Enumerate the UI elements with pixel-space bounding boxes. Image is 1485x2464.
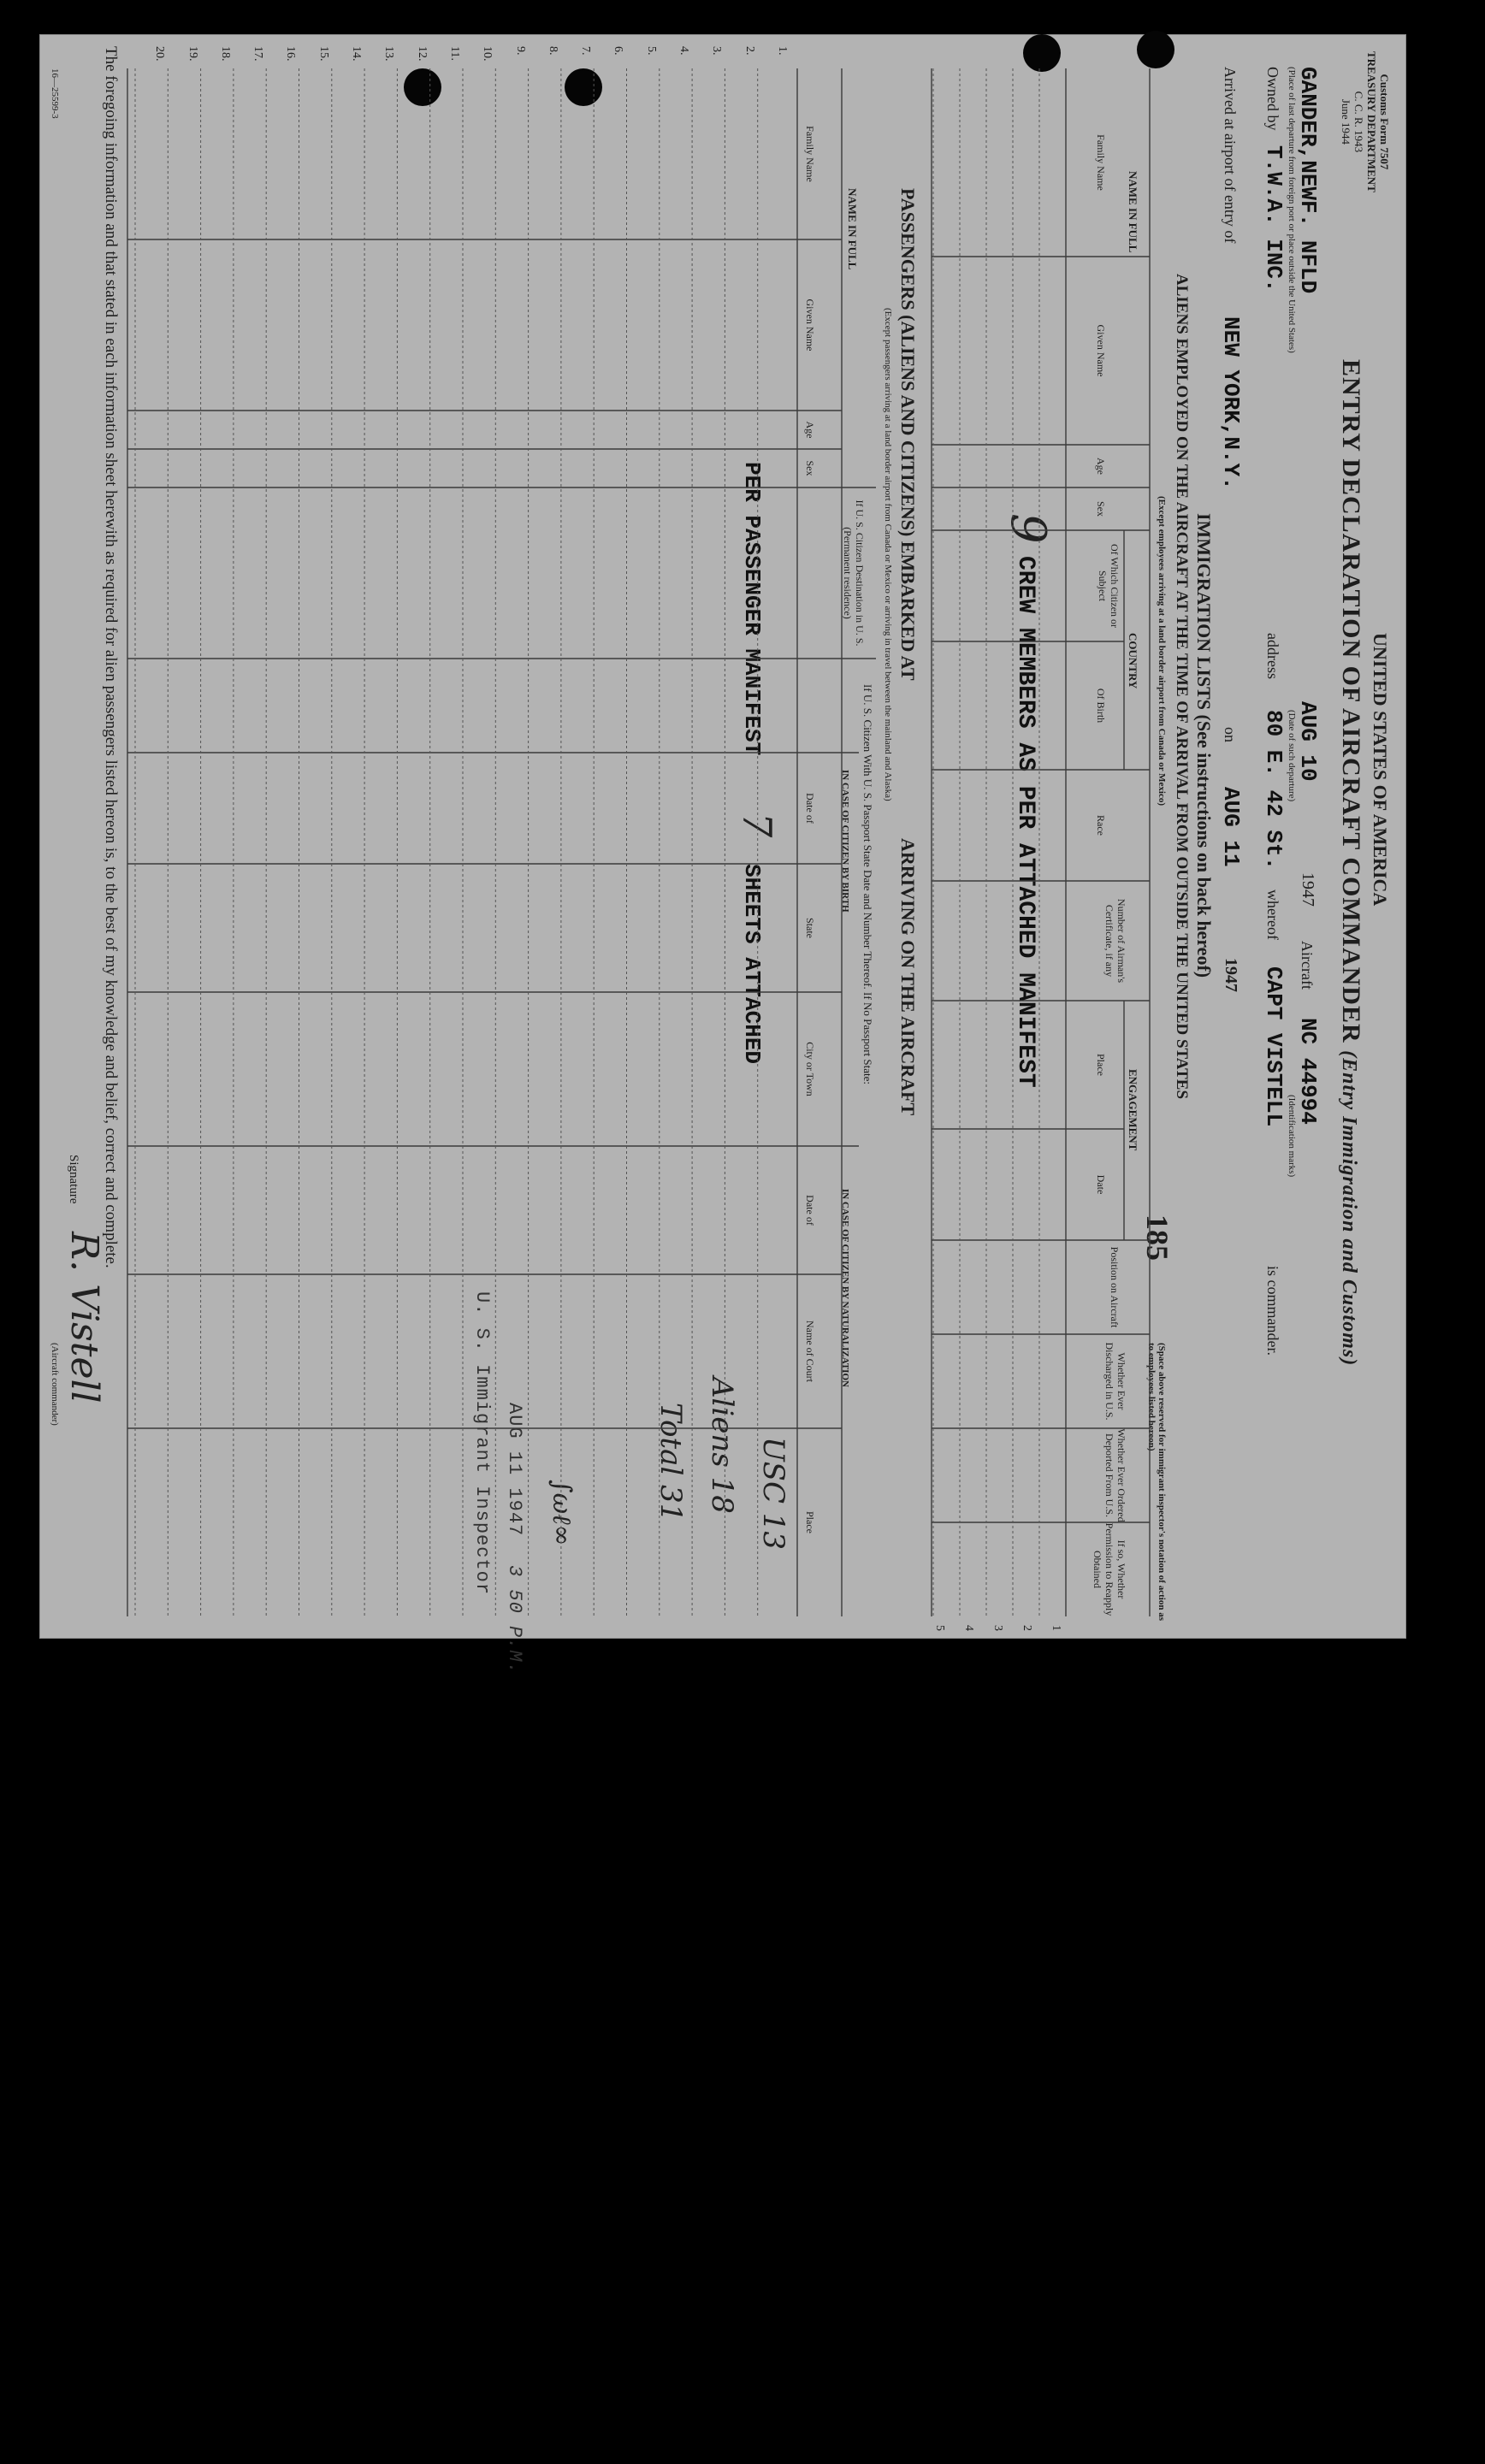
crew-count-handwritten: 9 [1000, 513, 1056, 544]
footer-statement: The foregoing information and that stated in each information sheet herewith as required for alien passengers listed hereon is, to the best of my knowledge and belief, correct and complete. [102, 46, 120, 1268]
crew-col-sex: Sex [1095, 501, 1107, 517]
crew-name-header: NAME IN FULL [1127, 171, 1139, 253]
form-title-main: ENTRY DECLARATION OF AIRCRAFT COMMANDER [1337, 359, 1365, 1043]
arrival-label: Arrived at airport of entry of [1222, 67, 1239, 244]
crew-col-deported: Whether Ever Ordered Deported From U.S. [1103, 1428, 1127, 1522]
reserved-note: (Space above reserved for immigrant inspector's notation of action as to employees listed hereon) [1146, 1343, 1167, 1621]
passenger-row-number: 12. [415, 46, 429, 62]
commander-suffix: is commander. [1264, 1266, 1281, 1356]
arrival-airport: NEW YORK,N.Y. [1218, 316, 1244, 490]
departure-date-caption: (Date of such departure) [1287, 710, 1297, 802]
passenger-birth-header: IN CASE OF CITIZEN BY BIRTH [840, 770, 850, 913]
departure-place-caption: (Place of last departure from foreign port or place outside the United States) [1287, 67, 1297, 353]
tally-total: Total 31 [654, 1403, 688, 1522]
passenger-name-header: NAME IN FULL [846, 188, 859, 270]
passenger-row-number: 16. [284, 46, 298, 62]
passenger-row-number: 2. [742, 46, 756, 56]
form-department: TREASURY DEPARTMENT [1365, 51, 1378, 192]
owner-label: Owned by [1264, 67, 1281, 131]
crew-col-place: Place [1095, 1054, 1107, 1076]
departure-place: GANDER,NEWF. NFLD [1295, 67, 1321, 294]
aircraft-id: NC 44994 [1295, 1018, 1321, 1125]
sheets-count-handwritten: 7 [734, 812, 780, 838]
arrival-year: 1947 [1222, 958, 1240, 992]
passenger-passport-header: If U. S. Citizen With U. S. Passport State Date and Number Thereof. If No Passport State: [861, 684, 874, 1085]
sheets-text: SHEETS ATTACHED [739, 864, 765, 1065]
crew-col-discharged: Whether Ever Discharged in U.S. [1103, 1342, 1127, 1421]
owner-name: T.W.A. INC. [1261, 145, 1287, 292]
passenger-dest-header: If U. S. Citizen Destination in U. S. (Permanent residence) [842, 499, 866, 647]
passenger-col-state: State [804, 918, 816, 938]
passenger-natural-header: IN CASE OF CITIZEN BY NATURALIZATION [840, 1189, 850, 1387]
stamp-date: AUG 11 1947 [504, 1403, 525, 1537]
country-title: UNITED STATES OF AMERICA [1370, 633, 1391, 907]
stamp-time: 3 50 P.M. [504, 1565, 525, 1675]
passenger-row-number: 8. [546, 46, 559, 56]
crew-row-number: 4 [962, 1625, 975, 1631]
passenger-row-number: 18. [218, 46, 232, 62]
passenger-entry-text: PER PASSENGER MANIFEST [739, 462, 765, 756]
passenger-row-number: 14. [350, 46, 364, 62]
address-label: address [1264, 633, 1281, 679]
passenger-row-number: 13. [382, 46, 396, 62]
document-sheet [39, 34, 1406, 1675]
passenger-col-age: Age [804, 421, 816, 439]
passenger-row-number: 4. [677, 46, 691, 56]
stamp-inspector: U. S. Immigrant Inspector [471, 1291, 493, 1596]
passenger-row-number: 7. [579, 46, 593, 56]
passenger-subheading: (Except passengers arriving at a land border airport from Canada or Mexico or arriving in travel between the mainland and Alaska) [883, 308, 893, 801]
aircraft-caption: (Identification marks) [1287, 1095, 1297, 1178]
form-date: June 1944 [1340, 98, 1352, 145]
signature-label: Signature [67, 1155, 80, 1204]
passenger-col-naturalization-date: Date of [804, 1195, 816, 1226]
passenger-row-number: 1. [776, 46, 789, 56]
tally-aliens: Aliens 18 [705, 1377, 739, 1514]
crew-col-birth: Of Birth [1095, 688, 1107, 724]
arrival-on-label: on [1222, 727, 1239, 742]
crew-col-certificate: Number of Airman's Certificate, if any [1103, 898, 1127, 984]
passenger-col-court: Name of Court [804, 1321, 816, 1382]
passenger-row-number: 15. [317, 46, 330, 62]
passenger-heading: PASSENGERS (ALIENS AND CITIZENS) EMBARKED AT [897, 188, 919, 681]
crew-country-header: COUNTRY [1127, 633, 1139, 689]
aliens-subheading: (Except employees arriving at a land border airport from Canada or Mexico) [1157, 496, 1167, 807]
departure-date: AUG 10 [1295, 701, 1321, 782]
crew-row-number: 5 [933, 1625, 946, 1631]
signature-caption: (Aircraft commander) [50, 1343, 60, 1426]
crew-col-family-name: Family Name [1095, 134, 1107, 191]
passenger-row-number: 3. [710, 46, 724, 56]
passenger-row-number: 6. [612, 46, 625, 56]
crew-row-number: 3 [991, 1625, 1004, 1631]
form-id: Customs Form 7507 [1378, 74, 1391, 170]
crew-engagement-header: ENGAGEMENT [1127, 1069, 1139, 1151]
crew-row-number: 2 [1021, 1625, 1033, 1631]
commander-name: CAPT VISTELL [1261, 966, 1287, 1127]
passenger-heading-tail: ARRIVING ON THE AIRCRAFT [897, 838, 919, 1116]
passenger-col-place: Place [804, 1511, 816, 1533]
crew-col-age: Age [1095, 458, 1107, 475]
crew-col-date: Date [1095, 1174, 1107, 1195]
passenger-row-number: 11. [448, 46, 461, 61]
tally-usc: USC 13 [756, 1437, 790, 1551]
rotated-form [39, 34, 1406, 1675]
crew-col-race: Race [1095, 815, 1107, 836]
passenger-row-number: 10. [481, 46, 494, 62]
passenger-row-number: 17. [251, 46, 265, 62]
immigration-heading: IMMIGRATION LISTS (See instructions on back hereof) [1193, 513, 1215, 978]
form-code: C. C. R. 1943 [1352, 91, 1365, 153]
passenger-row-number: 5. [644, 46, 658, 56]
crew-col-position: Position on Aircraft [1109, 1246, 1121, 1328]
crew-col-citizen: Of Which Citizen or Subject [1097, 543, 1121, 629]
passenger-col-given-name: Given Name [804, 298, 816, 352]
departure-year: 1947 [1299, 872, 1317, 907]
arrival-date: AUG 11 [1218, 787, 1244, 867]
crew-col-permission: If so, Whether Permission to Reapply Obtained [1092, 1522, 1127, 1616]
aliens-heading: ALIENS EMPLOYED ON THE AIRCRAFT AT THE TIME OF ARRIVAL FROM OUTSIDE THE UNITED STATES [1173, 274, 1191, 1100]
owner-address: 80 E. 42 St. [1261, 710, 1287, 871]
passenger-col-city: City or Town [804, 1042, 816, 1096]
form-ruling [39, 34, 1406, 1639]
passenger-row-number: 9. [513, 46, 527, 56]
crew-col-given-name: Given Name [1095, 324, 1107, 377]
inspector-initials: ∫ωℓ∞ [547, 1480, 577, 1546]
form-title-sub: (Entry Immigration and Customs) [1338, 1050, 1360, 1367]
passenger-col-birth-date: Date of [804, 793, 816, 824]
crew-entry-text: CREW MEMBERS AS PER ATTACHED MANIFEST [1012, 556, 1038, 1088]
passenger-col-sex: Sex [804, 460, 816, 476]
crew-row-number: 1 [1050, 1625, 1062, 1631]
passenger-col-family-name: Family Name [804, 126, 816, 182]
print-code: 16—25599-3 [50, 68, 60, 119]
commander-signature: R. Vistell [62, 1232, 106, 1403]
aircraft-label: Aircraft [1299, 941, 1316, 990]
immigration-number: 185 [1140, 1214, 1174, 1261]
passenger-row-number: 19. [186, 46, 199, 62]
whereof-label: whereof [1264, 889, 1281, 940]
passenger-row-number: 20. [153, 46, 167, 62]
